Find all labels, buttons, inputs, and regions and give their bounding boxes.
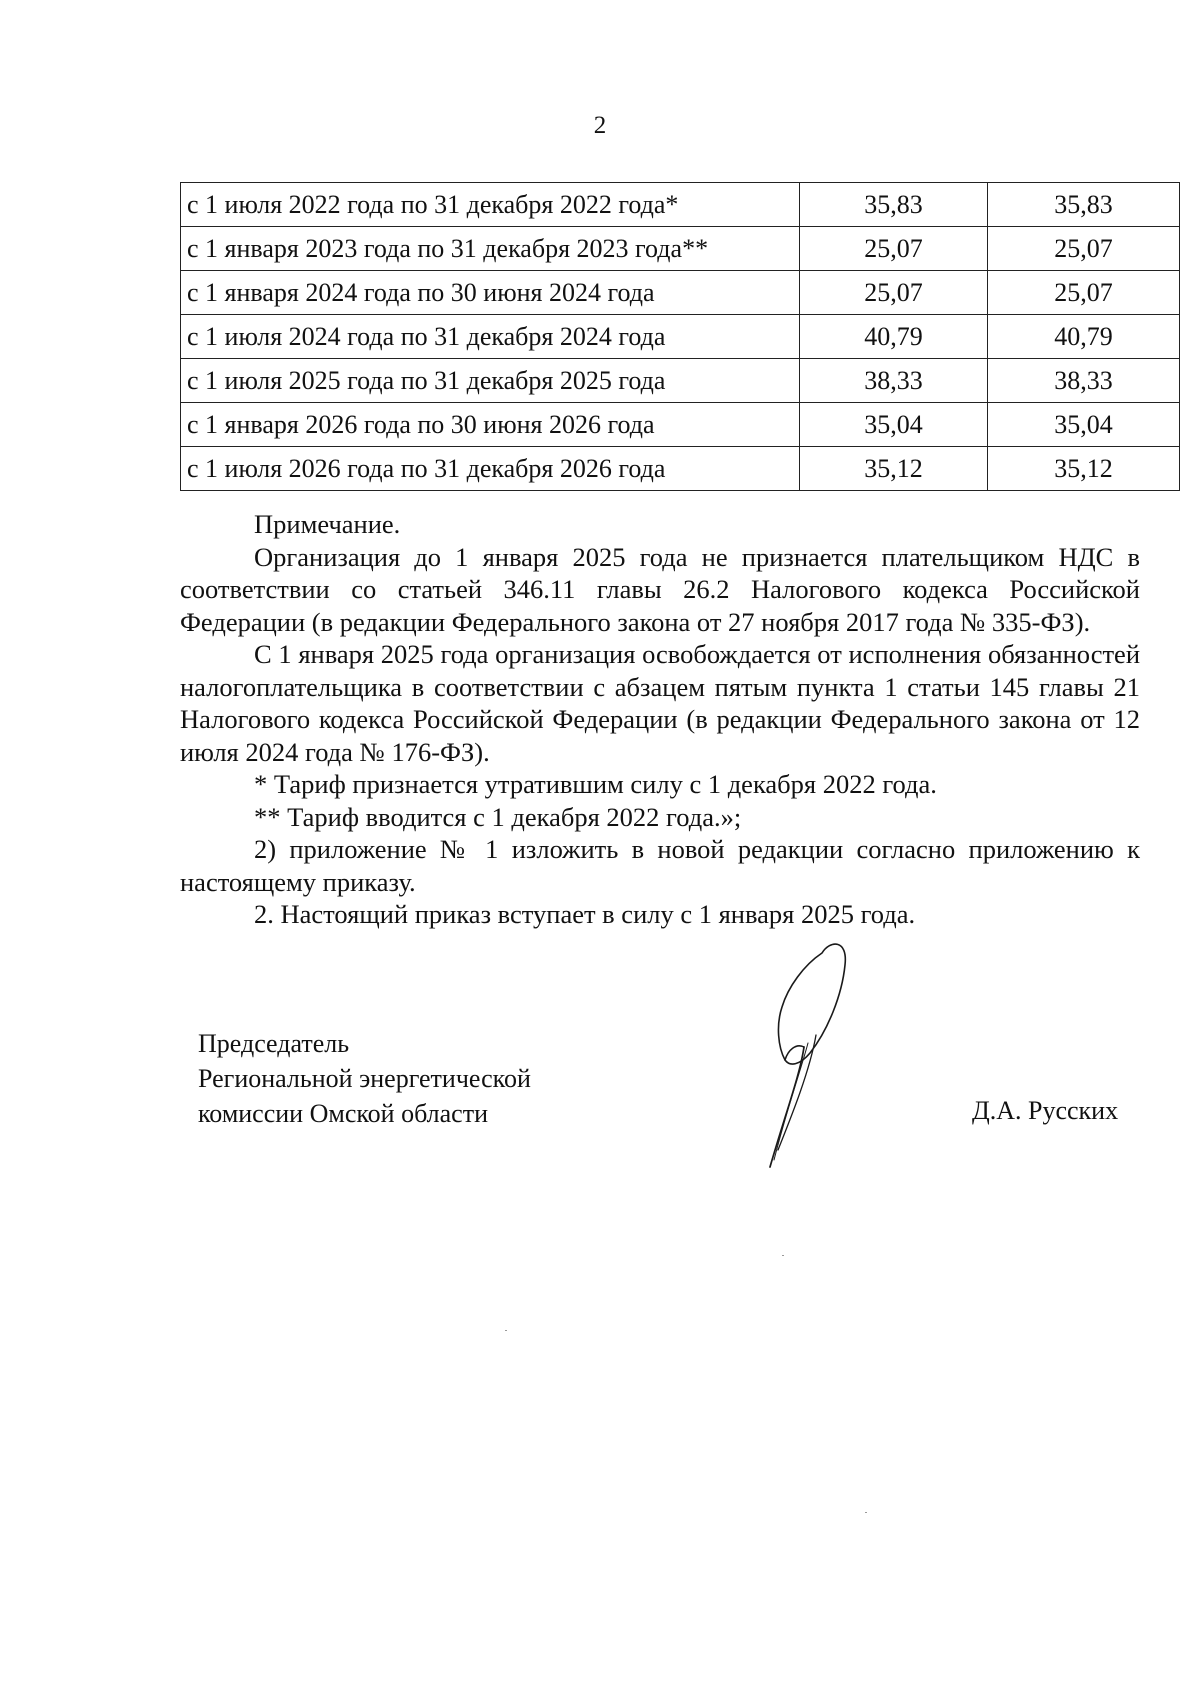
tariff-period-cell: с 1 января 2026 года по 30 июня 2026 года <box>181 403 800 447</box>
tariff-value-cell: 25,07 <box>988 271 1180 315</box>
tariff-period-cell: с 1 июля 2026 года по 31 декабря 2026 года <box>181 447 800 491</box>
scan-speck <box>505 1330 507 1331</box>
tariff-value-cell: 35,04 <box>988 403 1180 447</box>
tariff-value-cell: 35,12 <box>988 447 1180 491</box>
tariff-value-cell: 35,83 <box>800 183 988 227</box>
tariff-table-body <box>181 183 1180 491</box>
tariff-value-cell: 35,83 <box>988 183 1180 227</box>
tariff-period-cell: с 1 января 2023 года по 31 декабря 2023 года** <box>181 227 800 271</box>
tariff-row <box>181 227 1180 271</box>
signatory-position-line: Региональной энергетической <box>198 1064 531 1093</box>
tariff-row <box>181 359 1180 403</box>
signatory-position <box>198 1026 531 1131</box>
tariff-value-cell: 25,07 <box>988 227 1180 271</box>
tariff-value-cell: 40,79 <box>800 315 988 359</box>
signatory-name: Д.А. Русских <box>972 1096 1119 1125</box>
tariff-value-cell: 35,04 <box>800 403 988 447</box>
point-entry-into-force: 2. Настоящий приказ вступает в силу с 1 января 2025 года. <box>254 899 916 929</box>
note-title: Примечание. <box>254 509 401 539</box>
tariff-table <box>180 182 1180 491</box>
tariff-period-cell: с 1 июля 2025 года по 31 декабря 2025 года <box>181 359 800 403</box>
footnote-double-asterisk: ** Тариф вводится с 1 декабря 2022 года.»; <box>254 801 742 832</box>
signatory-position-line: комиссии Омской области <box>198 1099 488 1128</box>
tariff-row <box>181 271 1180 315</box>
tariff-row <box>181 183 1180 227</box>
note-paragraph-vat: Организация до 1 января 2025 года не признается плательщиком НДС в соответствии со статьей 346.11 главы 26.2 Налогового кодекса Российской Федерации (в редакции Федерального закона от 27 ноября 2017 года № 335-ФЗ). <box>180 541 1140 637</box>
handwritten-signature <box>730 935 880 1185</box>
tariff-value-cell: 25,07 <box>800 227 988 271</box>
tariff-value-cell: 38,33 <box>988 359 1180 403</box>
scan-speck <box>782 1255 784 1256</box>
footnote-single-asterisk: * Тариф признается утратившим силу с 1 декабря 2022 года. <box>254 769 937 799</box>
tariff-row <box>181 315 1180 359</box>
tariff-row <box>181 403 1180 447</box>
tariff-row <box>181 447 1180 491</box>
page-number: 2 <box>593 112 607 139</box>
tariff-value-cell: 25,07 <box>800 271 988 315</box>
tariff-period-cell: с 1 июля 2022 года по 31 декабря 2022 года* <box>181 183 800 227</box>
tariff-period-cell: с 1 января 2024 года по 30 июня 2024 года <box>181 271 800 315</box>
tariff-value-cell: 35,12 <box>800 447 988 491</box>
tariff-period-cell: с 1 июля 2024 года по 31 декабря 2024 года <box>181 315 800 359</box>
scan-speck <box>865 1512 867 1513</box>
note-paragraph-exemption: С 1 января 2025 года организация освобождается от исполнения обязанностей налогоплательщика в соответствии с абзацем пятым пункта 1 статьи 145 главы 21 Налогового кодекса Российской Федерации (в редакции Федерального закона от 12 июля 2024 года № 176-ФЗ). <box>180 639 1140 767</box>
item-appendix-redaction: 2) приложение № 1 изложить в новой редакции согласно приложению к настоящему приказу. <box>180 834 1140 897</box>
tariff-value-cell: 38,33 <box>800 359 988 403</box>
tariff-value-cell: 40,79 <box>988 315 1180 359</box>
signatory-position-line: Председатель <box>198 1029 350 1058</box>
document-body <box>180 508 1140 931</box>
